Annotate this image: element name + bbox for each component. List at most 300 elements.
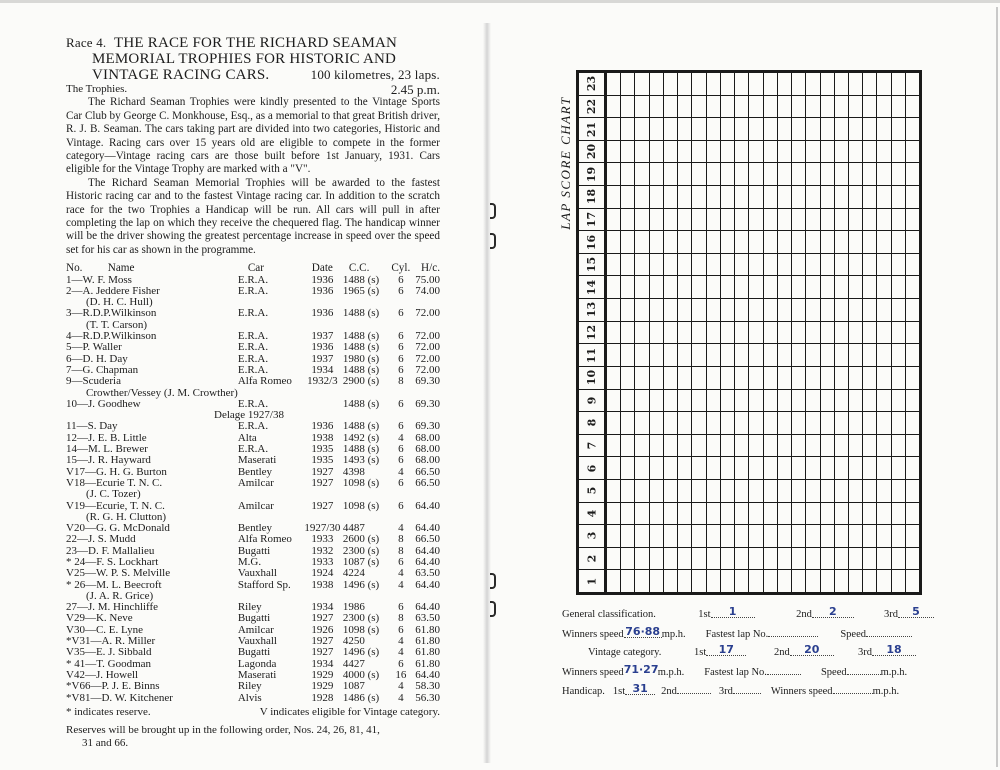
score-cell[interactable] [835, 209, 849, 231]
score-cell[interactable] [863, 186, 877, 208]
score-cell[interactable] [792, 322, 806, 344]
score-cell[interactable] [707, 254, 721, 276]
score-cell[interactable] [863, 457, 877, 479]
score-cell[interactable] [806, 457, 820, 479]
score-cell[interactable] [764, 503, 778, 525]
score-cell[interactable] [892, 525, 906, 547]
score-cell[interactable] [749, 96, 763, 118]
score-cell[interactable] [635, 570, 649, 592]
score-cell[interactable] [735, 548, 749, 570]
score-cell[interactable] [849, 570, 863, 592]
score-cell[interactable] [650, 96, 664, 118]
score-cell[interactable] [749, 322, 763, 344]
score-cell[interactable] [863, 322, 877, 344]
score-cell[interactable] [835, 186, 849, 208]
score-cell[interactable] [764, 570, 778, 592]
score-cell[interactable] [892, 412, 906, 434]
score-cell[interactable] [806, 548, 820, 570]
score-cell[interactable] [749, 276, 763, 298]
score-cell[interactable] [806, 570, 820, 592]
score-cell[interactable] [764, 412, 778, 434]
score-cell[interactable] [735, 525, 749, 547]
score-cell[interactable] [650, 73, 664, 95]
score-cell[interactable] [792, 367, 806, 389]
score-cell[interactable] [792, 254, 806, 276]
score-cell[interactable] [621, 570, 635, 592]
score-cell[interactable] [721, 503, 735, 525]
score-cell[interactable] [607, 209, 621, 231]
score-cell[interactable] [821, 390, 835, 412]
score-cell[interactable] [906, 390, 919, 412]
score-cell[interactable] [664, 412, 678, 434]
score-cell[interactable] [821, 96, 835, 118]
score-cell[interactable] [635, 299, 649, 321]
score-cell[interactable] [849, 96, 863, 118]
score-cell[interactable] [835, 299, 849, 321]
score-cell[interactable] [735, 186, 749, 208]
score-cell[interactable] [806, 276, 820, 298]
score-cell[interactable] [835, 367, 849, 389]
score-cell[interactable] [635, 186, 649, 208]
score-cell[interactable] [792, 163, 806, 185]
score-cell[interactable] [707, 435, 721, 457]
score-cell[interactable] [678, 480, 692, 502]
score-cell[interactable] [707, 73, 721, 95]
score-cell[interactable] [692, 390, 706, 412]
score-cell[interactable] [735, 435, 749, 457]
score-cell[interactable] [863, 96, 877, 118]
score-cell[interactable] [892, 209, 906, 231]
score-cell[interactable] [735, 96, 749, 118]
score-cell[interactable] [621, 73, 635, 95]
score-cell[interactable] [892, 299, 906, 321]
score-cell[interactable] [664, 548, 678, 570]
score-cell[interactable] [835, 457, 849, 479]
score-cell[interactable] [721, 141, 735, 163]
score-cell[interactable] [721, 435, 735, 457]
score-cell[interactable] [764, 367, 778, 389]
score-cell[interactable] [877, 96, 891, 118]
score-cell[interactable] [607, 322, 621, 344]
score-cell[interactable] [849, 276, 863, 298]
score-cell[interactable] [721, 412, 735, 434]
score-cell[interactable] [892, 186, 906, 208]
score-cell[interactable] [621, 525, 635, 547]
score-cell[interactable] [678, 141, 692, 163]
score-cell[interactable] [664, 299, 678, 321]
score-cell[interactable] [863, 344, 877, 366]
score-cell[interactable] [821, 480, 835, 502]
score-cell[interactable] [877, 480, 891, 502]
score-cell[interactable] [621, 186, 635, 208]
score-cell[interactable] [821, 570, 835, 592]
score-cell[interactable] [764, 186, 778, 208]
general-1st-value[interactable]: 1 [728, 605, 737, 618]
score-cell[interactable] [906, 412, 919, 434]
score-cell[interactable] [764, 299, 778, 321]
score-cell[interactable] [778, 276, 792, 298]
score-cell[interactable] [692, 141, 706, 163]
score-cell[interactable] [678, 367, 692, 389]
score-cell[interactable] [692, 548, 706, 570]
score-cell[interactable] [849, 367, 863, 389]
score-cell[interactable] [792, 96, 806, 118]
score-cell[interactable] [806, 163, 820, 185]
score-cell[interactable] [621, 435, 635, 457]
score-cell[interactable] [764, 163, 778, 185]
score-cell[interactable] [678, 570, 692, 592]
score-cell[interactable] [877, 570, 891, 592]
score-cell[interactable] [877, 344, 891, 366]
score-cell[interactable] [607, 344, 621, 366]
score-cell[interactable] [664, 525, 678, 547]
general-fastest-speed-field[interactable] [866, 626, 912, 637]
vintage-2nd-value[interactable]: 20 [804, 643, 820, 656]
score-cell[interactable] [721, 548, 735, 570]
score-cell[interactable] [650, 503, 664, 525]
score-cell[interactable] [906, 209, 919, 231]
score-cell[interactable] [607, 503, 621, 525]
score-cell[interactable] [678, 525, 692, 547]
score-cell[interactable] [778, 344, 792, 366]
score-cell[interactable] [892, 141, 906, 163]
score-cell[interactable] [778, 322, 792, 344]
score-cell[interactable] [892, 96, 906, 118]
score-cell[interactable] [835, 344, 849, 366]
score-cell[interactable] [849, 299, 863, 321]
score-cell[interactable] [721, 390, 735, 412]
score-cell[interactable] [621, 141, 635, 163]
score-cell[interactable] [678, 503, 692, 525]
score-cell[interactable] [607, 118, 621, 140]
score-cell[interactable] [849, 186, 863, 208]
vintage-fastest-speed-field[interactable] [847, 664, 881, 675]
score-cell[interactable] [792, 435, 806, 457]
score-cell[interactable] [778, 390, 792, 412]
score-cell[interactable] [635, 480, 649, 502]
score-cell[interactable] [835, 254, 849, 276]
score-cell[interactable] [607, 435, 621, 457]
score-cell[interactable] [635, 322, 649, 344]
score-cell[interactable] [906, 344, 919, 366]
score-cell[interactable] [764, 141, 778, 163]
score-cell[interactable] [764, 231, 778, 253]
score-cell[interactable] [692, 231, 706, 253]
score-cell[interactable] [707, 570, 721, 592]
score-cell[interactable] [877, 412, 891, 434]
score-cell[interactable] [621, 276, 635, 298]
score-cell[interactable] [735, 390, 749, 412]
score-cell[interactable] [806, 344, 820, 366]
score-cell[interactable] [635, 457, 649, 479]
score-cell[interactable] [821, 344, 835, 366]
score-cell[interactable] [749, 435, 763, 457]
score-cell[interactable] [692, 299, 706, 321]
score-cell[interactable] [678, 299, 692, 321]
score-cell[interactable] [906, 435, 919, 457]
score-cell[interactable] [778, 435, 792, 457]
score-cell[interactable] [806, 322, 820, 344]
score-cell[interactable] [906, 96, 919, 118]
score-cell[interactable] [892, 367, 906, 389]
score-cell[interactable] [835, 322, 849, 344]
score-cell[interactable] [607, 73, 621, 95]
score-cell[interactable] [863, 231, 877, 253]
score-cell[interactable] [863, 390, 877, 412]
score-cell[interactable] [607, 231, 621, 253]
score-cell[interactable] [906, 457, 919, 479]
score-cell[interactable] [877, 73, 891, 95]
score-cell[interactable] [849, 503, 863, 525]
score-cell[interactable] [892, 344, 906, 366]
score-cell[interactable] [778, 548, 792, 570]
score-cell[interactable] [906, 231, 919, 253]
score-cell[interactable] [863, 209, 877, 231]
score-cell[interactable] [764, 548, 778, 570]
score-cell[interactable] [792, 390, 806, 412]
score-cell[interactable] [806, 254, 820, 276]
score-cell[interactable] [707, 412, 721, 434]
score-cell[interactable] [806, 186, 820, 208]
score-cell[interactable] [821, 163, 835, 185]
score-cell[interactable] [707, 231, 721, 253]
score-cell[interactable] [635, 73, 649, 95]
score-cell[interactable] [906, 299, 919, 321]
score-cell[interactable] [821, 118, 835, 140]
score-cell[interactable] [877, 254, 891, 276]
score-cell[interactable] [664, 186, 678, 208]
score-cell[interactable] [863, 480, 877, 502]
score-cell[interactable] [877, 390, 891, 412]
score-cell[interactable] [906, 276, 919, 298]
score-cell[interactable] [721, 299, 735, 321]
score-cell[interactable] [877, 435, 891, 457]
score-cell[interactable] [621, 412, 635, 434]
score-cell[interactable] [650, 525, 664, 547]
score-cell[interactable] [621, 163, 635, 185]
score-cell[interactable] [707, 480, 721, 502]
general-fastest-lap-field[interactable] [768, 626, 818, 637]
score-cell[interactable] [678, 96, 692, 118]
score-cell[interactable] [650, 322, 664, 344]
score-cell[interactable] [650, 457, 664, 479]
score-cell[interactable] [835, 276, 849, 298]
score-cell[interactable] [664, 73, 678, 95]
score-cell[interactable] [735, 344, 749, 366]
score-cell[interactable] [664, 344, 678, 366]
score-cell[interactable] [849, 322, 863, 344]
score-cell[interactable] [721, 254, 735, 276]
score-cell[interactable] [721, 73, 735, 95]
score-cell[interactable] [821, 254, 835, 276]
score-cell[interactable] [792, 299, 806, 321]
score-cell[interactable] [678, 231, 692, 253]
score-cell[interactable] [607, 276, 621, 298]
score-cell[interactable] [650, 435, 664, 457]
score-cell[interactable] [792, 141, 806, 163]
score-cell[interactable] [607, 254, 621, 276]
score-cell[interactable] [877, 231, 891, 253]
score-cell[interactable] [778, 231, 792, 253]
score-cell[interactable] [607, 525, 621, 547]
score-cell[interactable] [692, 480, 706, 502]
score-cell[interactable] [664, 480, 678, 502]
score-cell[interactable] [707, 367, 721, 389]
score-cell[interactable] [721, 525, 735, 547]
score-cell[interactable] [906, 141, 919, 163]
score-cell[interactable] [778, 186, 792, 208]
score-cell[interactable] [806, 141, 820, 163]
score-cell[interactable] [849, 390, 863, 412]
score-cell[interactable] [721, 367, 735, 389]
score-cell[interactable] [821, 435, 835, 457]
score-cell[interactable] [792, 73, 806, 95]
score-cell[interactable] [635, 254, 649, 276]
score-cell[interactable] [607, 367, 621, 389]
score-cell[interactable] [764, 390, 778, 412]
score-cell[interactable] [607, 480, 621, 502]
score-cell[interactable] [735, 299, 749, 321]
score-cell[interactable] [721, 276, 735, 298]
score-cell[interactable] [792, 480, 806, 502]
score-cell[interactable] [835, 141, 849, 163]
score-cell[interactable] [749, 231, 763, 253]
score-cell[interactable] [707, 548, 721, 570]
score-cell[interactable] [863, 503, 877, 525]
score-cell[interactable] [692, 73, 706, 95]
score-cell[interactable] [863, 435, 877, 457]
score-cell[interactable] [863, 525, 877, 547]
score-cell[interactable] [721, 186, 735, 208]
score-cell[interactable] [906, 367, 919, 389]
score-cell[interactable] [721, 96, 735, 118]
score-cell[interactable] [806, 231, 820, 253]
score-cell[interactable] [664, 570, 678, 592]
score-cell[interactable] [735, 118, 749, 140]
score-cell[interactable] [607, 548, 621, 570]
score-cell[interactable] [892, 73, 906, 95]
score-cell[interactable] [664, 435, 678, 457]
score-cell[interactable] [835, 163, 849, 185]
score-cell[interactable] [721, 322, 735, 344]
score-cell[interactable] [778, 525, 792, 547]
score-cell[interactable] [835, 118, 849, 140]
score-cell[interactable] [892, 570, 906, 592]
score-cell[interactable] [792, 231, 806, 253]
score-cell[interactable] [892, 480, 906, 502]
score-cell[interactable] [806, 503, 820, 525]
score-cell[interactable] [678, 322, 692, 344]
score-cell[interactable] [664, 231, 678, 253]
score-cell[interactable] [692, 344, 706, 366]
score-cell[interactable] [877, 367, 891, 389]
score-cell[interactable] [749, 367, 763, 389]
score-cell[interactable] [692, 457, 706, 479]
score-cell[interactable] [849, 73, 863, 95]
score-cell[interactable] [863, 367, 877, 389]
score-cell[interactable] [877, 457, 891, 479]
score-cell[interactable] [821, 412, 835, 434]
score-cell[interactable] [735, 503, 749, 525]
score-cell[interactable] [778, 367, 792, 389]
score-cell[interactable] [650, 141, 664, 163]
score-cell[interactable] [821, 141, 835, 163]
score-cell[interactable] [621, 457, 635, 479]
score-cell[interactable] [735, 231, 749, 253]
score-cell[interactable] [778, 118, 792, 140]
score-cell[interactable] [692, 525, 706, 547]
score-cell[interactable] [849, 412, 863, 434]
score-cell[interactable] [835, 570, 849, 592]
score-cell[interactable] [721, 480, 735, 502]
score-cell[interactable] [764, 457, 778, 479]
score-cell[interactable] [664, 163, 678, 185]
score-cell[interactable] [664, 96, 678, 118]
score-cell[interactable] [707, 163, 721, 185]
score-cell[interactable] [678, 344, 692, 366]
score-cell[interactable] [792, 525, 806, 547]
score-cell[interactable] [835, 503, 849, 525]
score-cell[interactable] [906, 503, 919, 525]
score-cell[interactable] [721, 231, 735, 253]
score-cell[interactable] [821, 231, 835, 253]
score-cell[interactable] [692, 276, 706, 298]
score-cell[interactable] [792, 412, 806, 434]
score-cell[interactable] [721, 344, 735, 366]
score-cell[interactable] [821, 367, 835, 389]
score-cell[interactable] [749, 141, 763, 163]
score-cell[interactable] [749, 525, 763, 547]
score-cell[interactable] [692, 570, 706, 592]
score-cell[interactable] [635, 435, 649, 457]
score-cell[interactable] [607, 412, 621, 434]
score-cell[interactable] [749, 209, 763, 231]
score-cell[interactable] [692, 322, 706, 344]
score-cell[interactable] [735, 367, 749, 389]
score-cell[interactable] [692, 209, 706, 231]
score-cell[interactable] [892, 435, 906, 457]
score-cell[interactable] [650, 276, 664, 298]
score-cell[interactable] [664, 118, 678, 140]
score-cell[interactable] [821, 186, 835, 208]
score-cell[interactable] [863, 141, 877, 163]
score-cell[interactable] [806, 435, 820, 457]
score-cell[interactable] [735, 141, 749, 163]
score-cell[interactable] [764, 276, 778, 298]
score-cell[interactable] [892, 390, 906, 412]
score-cell[interactable] [877, 163, 891, 185]
score-cell[interactable] [892, 231, 906, 253]
score-cell[interactable] [650, 118, 664, 140]
score-cell[interactable] [664, 141, 678, 163]
score-cell[interactable] [877, 322, 891, 344]
score-cell[interactable] [735, 73, 749, 95]
score-cell[interactable] [621, 254, 635, 276]
score-cell[interactable] [792, 186, 806, 208]
score-cell[interactable] [749, 457, 763, 479]
score-cell[interactable] [664, 322, 678, 344]
score-cell[interactable] [835, 435, 849, 457]
score-cell[interactable] [721, 209, 735, 231]
score-cell[interactable] [849, 457, 863, 479]
score-cell[interactable] [650, 186, 664, 208]
score-cell[interactable] [806, 525, 820, 547]
score-cell[interactable] [792, 503, 806, 525]
score-cell[interactable] [664, 254, 678, 276]
score-cell[interactable] [721, 163, 735, 185]
score-cell[interactable] [621, 480, 635, 502]
score-cell[interactable] [607, 186, 621, 208]
